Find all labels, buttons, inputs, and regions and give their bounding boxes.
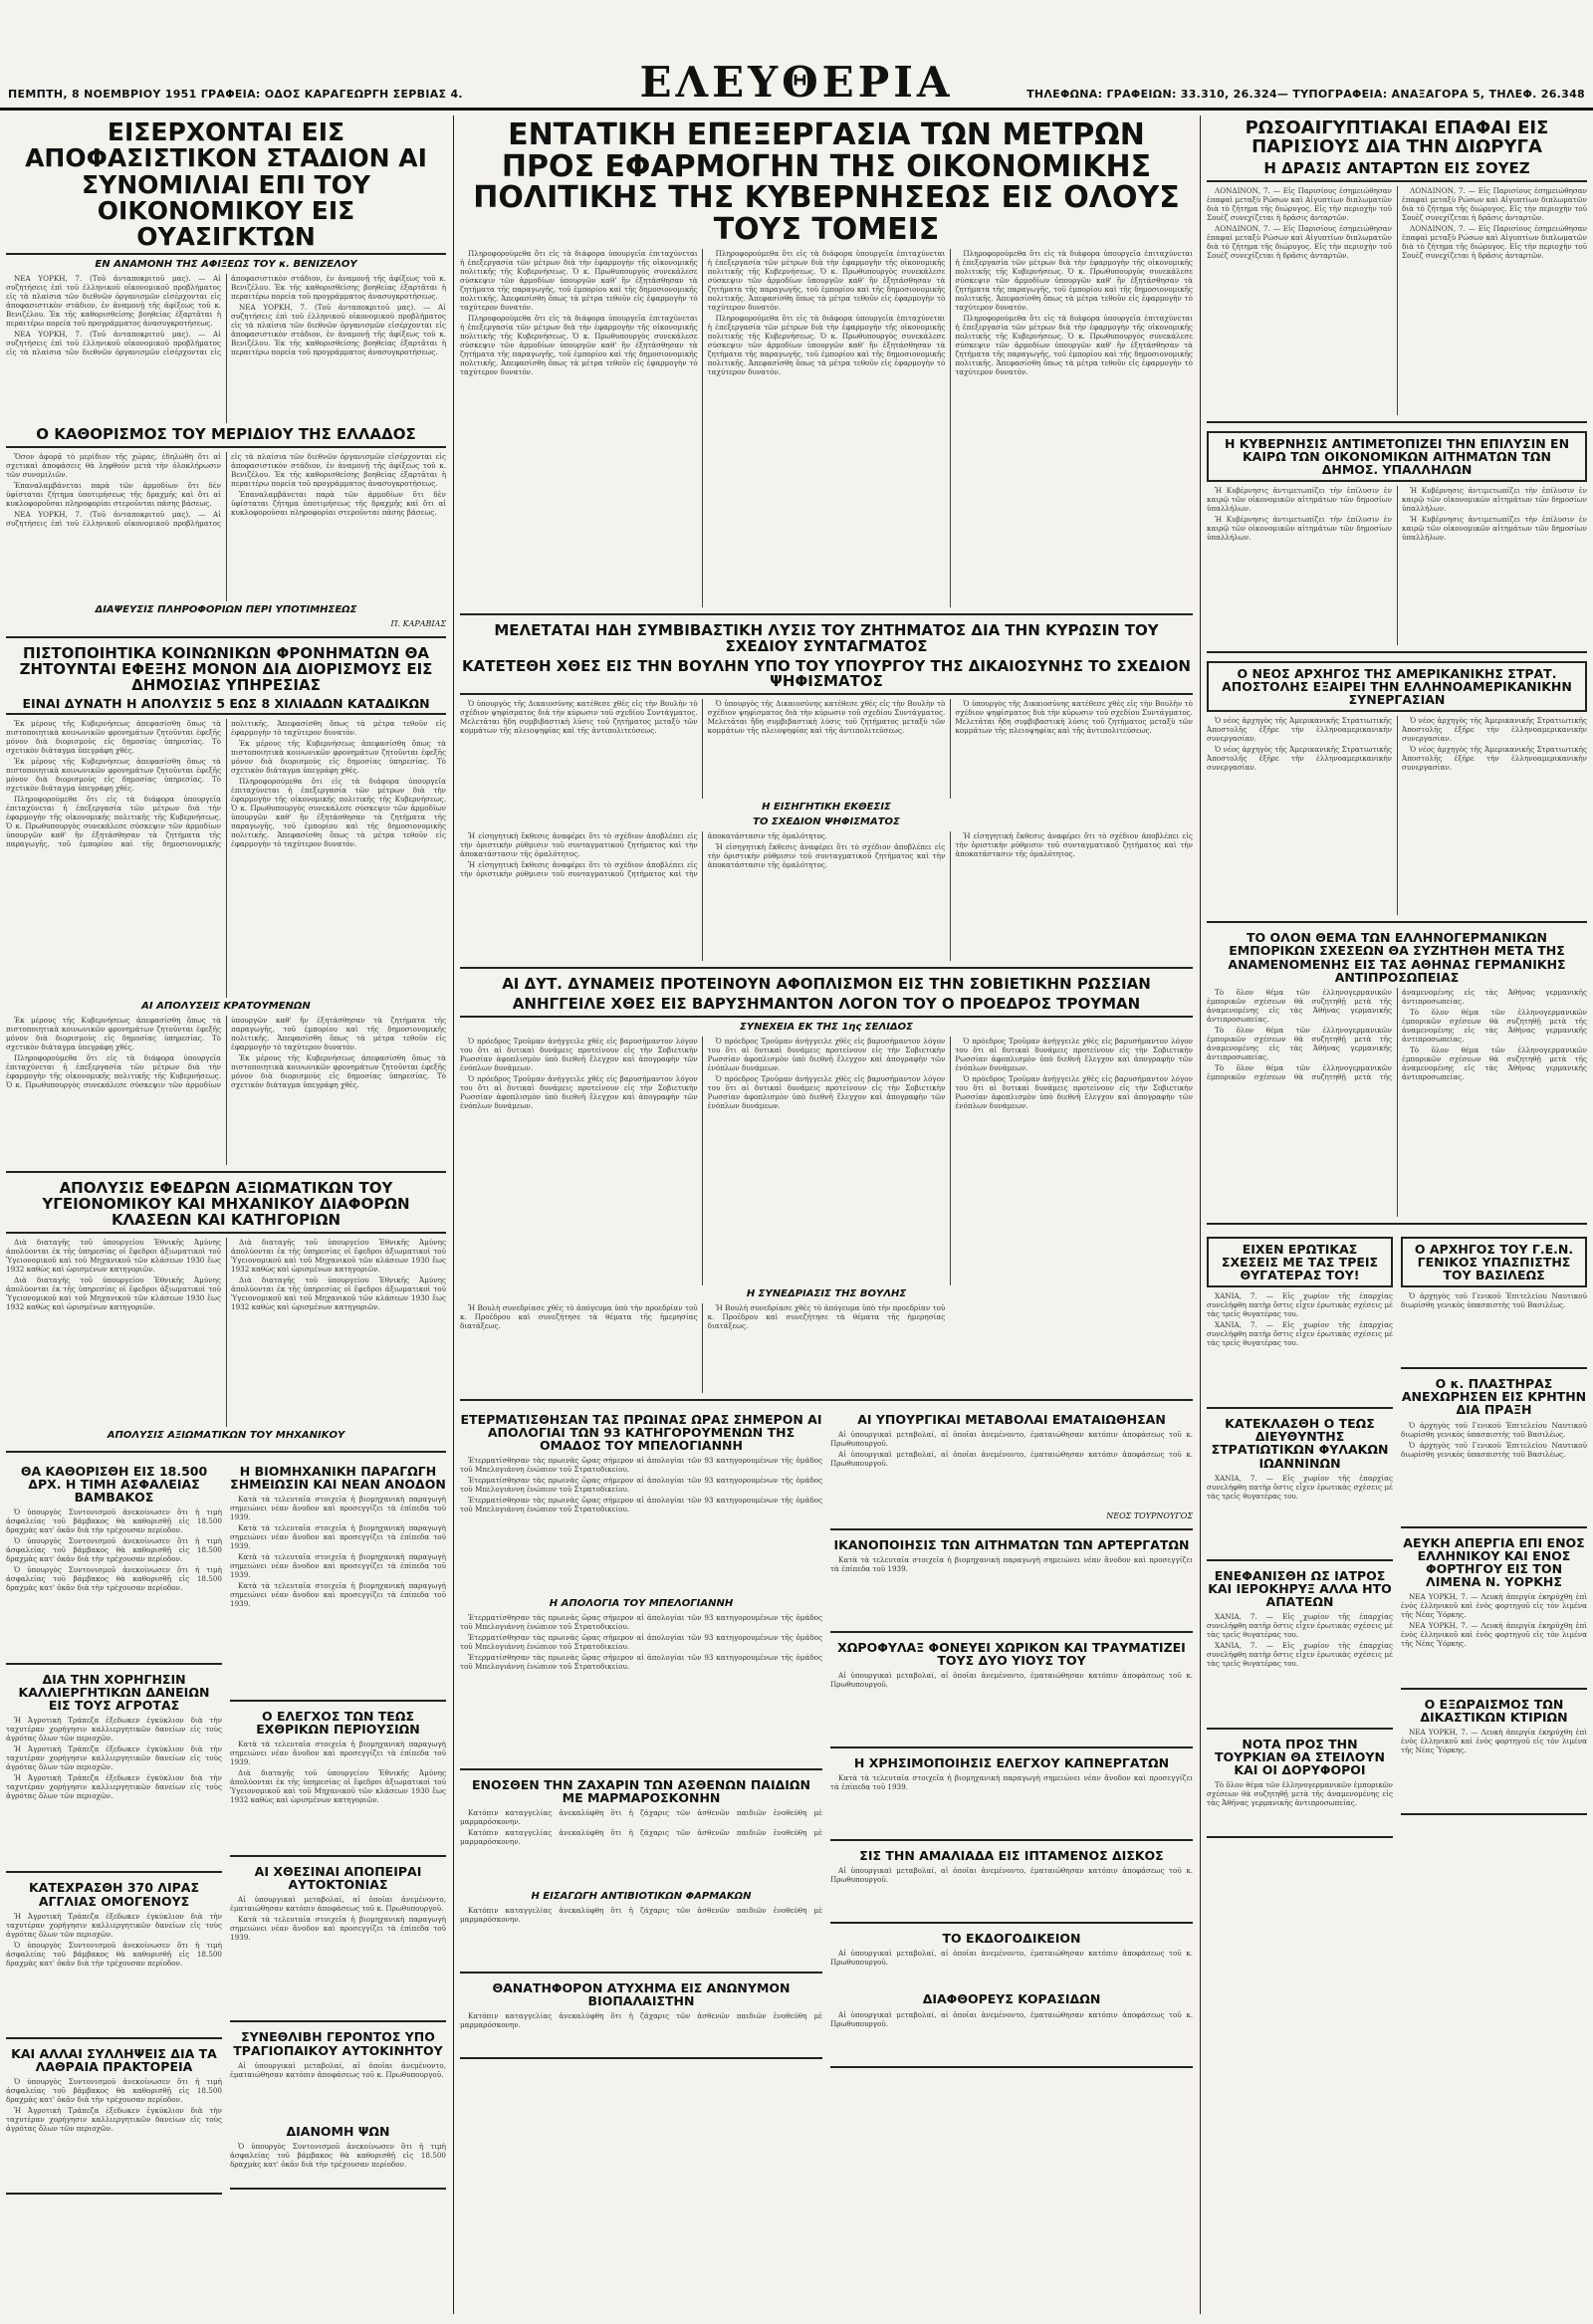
headline: ΑΙ ΔΥΤ. ΔΥΝΑΜΕΙΣ ΠΡΟΤΕΙΝΟΥΝ ΑΦΟΠΛΙΣΜΟΝ ΕΙΣ ΤΗΝ ΣΟΒΙΕΤΙΚΗΝ ΡΩΣΣΙΑΝ (502, 975, 1151, 993)
article-ministers (830, 1413, 1193, 1530)
headline: ΘΑΝΑΤΗΦΟΡΟΝ ΑΤΥΧΗΜΑ ΕΙΣ ΑΝΩΝΥΜΟΝ ΒΙΟΠΑΛΑΙΣΤΗΝ (492, 1980, 791, 2009)
article-car (230, 2030, 446, 2189)
article-suicide (230, 1865, 446, 2022)
article-body: ΧΑΝΙΑ, 7. — Εἰς χωρίον τῆς ἐπαρχίας συνελήφθη πατὴρ ὅστις εἶχεν ἐρωτικὰς σχέσεις μὲ τὰς τρεῖς θυγατέρας του. ΧΑΝΙΑ, 7. — Εἰς χωρίον τῆς ἐπαρχίας συνελήφθη πατὴρ ὅστις εἶχεν ἐρωτικὰς σχέσεις μὲ τὰς τρεῖς θυγατέρας του. (1207, 1612, 1393, 1669)
right-lower-left (1207, 1233, 1393, 1847)
article-reserves (6, 1181, 446, 1452)
headline: ΣΙΣ ΤΗΝ ΑΜΑΛΙΑΔΑ ΕΙΣ ΙΠΤΑΜΕΝΟΣ ΔΙΣΚΟΣ (859, 1848, 1164, 1864)
subheadline: Η ΣΥΝΕΔΡΙΑΣΙΣ ΤΗΣ ΒΟΥΛΗΣ (746, 1287, 907, 1299)
article-industry (230, 1465, 446, 1702)
article-body: Αἱ ὑπουργικαὶ μεταβολαί, αἱ ὁποῖαι ἀνεμένοντο, ἐματαιώθησαν κατόπιν ἀποφάσεως τοῦ κ. Πρωθυπουργοῦ. Κατὰ τὰ τελευταῖα στοιχεῖα ἡ βιομηχανικὴ παραγωγὴ σημειώνει νέαν ἄνοδον καὶ προσεγγίζει τὰ ἐπίπεδα τοῦ 1939. (230, 1895, 446, 1943)
headline: ΕΝΟΣΘΕΝ ΤΗΝ ΖΑΧΑΡΙΝ ΤΩΝ ΑΣΘΕΝΩΝ ΠΑΙΔΙΩΝ ΜΕ ΜΑΡΜΑΡΟΣΚΟΝΗΝ (471, 1776, 811, 1805)
headline: ΘΑ ΚΑΘΟΡΙΣΘΗ ΕΙΣ 18.500 ΔΡΧ. Η ΤΙΜΗ ΑΣΦΑΛΕΙΑΣ ΒΑΜΒΑΚΟΣ (20, 1463, 208, 1505)
headline: Η ΚΥΒΕΡΝΗΣΙΣ ΑΝΤΙΜΕΤΟΠΙΖΕΙ ΤΗΝ ΕΠΙΛΥΣΙΝ ΕΝ ΚΑΙΡΩ ΤΩΝ ΟΙΚΟΝΟΜΙΚΩΝ ΑΙΤΗΜΑΤΩΝ ΤΩΝ ΔΗΜΟΣ. ΥΠΑΛΛΗΛΩΝ (1207, 431, 1587, 482)
right-subcolumn (230, 1461, 446, 2203)
right-lower-right (1401, 1233, 1587, 1847)
center-lower-right (830, 1409, 1193, 2076)
newspaper-title: ΕΛΕΥΘΕΡΙΑ (639, 58, 954, 107)
headline: Ο ΝΕΟΣ ΑΡΧΗΓΟΣ ΤΗΣ ΑΜΕΡΙΚΑΝΙΚΗΣ ΣΤΡΑΤ. ΑΠΟΣΤΟΛΗΣ ΕΞΑΙΡΕΙ ΤΗΝ ΕΛΛΗΝΟΑΜΕΡΙΚΑΝΙΚΗΝ ΣΥΝΕΡΓΑΣΙΑΝ (1207, 661, 1587, 712)
article-body: Αἱ ὑπουργικαὶ μεταβολαί, αἱ ὁποῖαι ἀνεμένοντο, ἐματαιώθησαν κατόπιν ἀποφάσεως τοῦ κ. Πρωθυπουργοῦ. (230, 2060, 446, 2079)
article-trial (460, 1413, 822, 1770)
article-body: Ὁ ὑπουργὸς Συντονισμοῦ ἀνεκοίνωσεν ὅτι ἡ τιμὴ ἀσφαλείας τοῦ βάμβακος θὰ καθορισθῇ εἰς 18.500 δραχμὰς κατ' ὀκᾶν διὰ τὴν τρέχουσαν περίοδον. (230, 2141, 446, 2169)
article-sugar (460, 1778, 822, 1974)
headline: ΑΕΥΚΗ ΑΠΕΡΓΙΑ ΕΠΙ ΕΝΟΣ ΕΛΛΗΝΙΚΟΥ ΚΑΙ ΕΝΟΣ ΦΟΡΤΗΓΟΥ ΕΙΣ ΤΟΝ ΛΙΜΕΝΑ Ν. ΥΟΡΚΗΣ (1403, 1534, 1585, 1589)
article-foreign-property (230, 1710, 446, 1857)
article-body: Ἡ Ἀγροτικὴ Τράπεζα ἐξεδωκεν ἐγκύκλιον διὰ τὴν ταχυτέραν χορήγησιν καλλιεργητικῶν δανείων εἰς τοὺς ἀγρότας ὅλων τῶν περιοχῶν. Ἡ Ἀγροτικὴ Τράπεζα ἐξεδωκεν ἐγκύκλιον διὰ τὴν ταχυτέραν χορήγησιν καλλιεργητικῶν δανείων εἰς τοὺς ἀγρότας ὅλων τῶν περιοχῶν. Ἡ Ἀγροτικὴ Τράπεζα ἐξεδωκεν ἐγκύκλιον διὰ τὴν ταχυτέραν χορήγησιν καλλιεργητικῶν δανείων εἰς τοὺς ἀγρότας ὅλων τῶν περιοχῶν. (6, 1716, 222, 1801)
byline: Π. ΚΑΡΑΒΙΑΣ (390, 619, 446, 628)
headline: ΡΩΣΟΑΙΓΥΠΤΙΑΚΑΙ ΕΠΑΦΑΙ ΕΙΣ ΠΑΡΙΣΙΟΥΣ ΔΙΑ ΤΗΝ ΔΙΩΡΥΓΑ (1245, 117, 1549, 157)
article-constitution (460, 623, 1193, 969)
headline: ΚΑΙ ΑΛΛΑΙ ΣΥΛΛΗΨΕΙΣ ΔΙΑ ΤΑ ΛΑΘΡΑΙΑ ΠΡΑΚΤΟΡΕΙΑ (11, 2045, 217, 2074)
headline: Ο ΑΡΧΗΓΟΣ ΤΟΥ Γ.Ε.Ν. ΓΕΝΙΚΟΣ ΥΠΑΣΠΙΣΤΗΣ ΤΟΥ ΒΑΣΙΛΕΩΣ (1401, 1237, 1587, 1287)
subheadline: Η ΔΡΑΣΙΣ ΑΝΤΑΡΤΩΝ ΕΙΣ ΣΟΥΕΖ (1207, 161, 1587, 182)
article-bakers (830, 1538, 1193, 1633)
article-body: Ὁ ὑπουργὸς Συντονισμοῦ ἀνεκοίνωσεν ὅτι ἡ τιμὴ ἀσφαλείας τοῦ βάμβακος θὰ καθορισθῇ εἰς 18.500 δραχμὰς κατ' ὀκᾶν διὰ τὴν τρέχουσαν περίοδον. Ἡ Ἀγροτικὴ Τράπεζα ἐξεδωκεν ἐγκύκλιον διὰ τὴν ταχυτέραν χορήγησιν καλλιεργητικῶν δανείων εἰς τοὺς ἀγρότας ὅλων τῶν περιοχῶν. (6, 2076, 222, 2133)
article-body: Αἱ ὑπουργικαὶ μεταβολαί, αἱ ὁποῖαι ἀνεμένοντο, ἐματαιώθησαν κατόπιν ἀποφάσεως τοῦ κ. Πρωθυπουργοῦ. Αἱ ὑπουργικαὶ μεταβολαί, αἱ ὁποῖαι ἀνεμένοντο, ἐματαιώθησαν κατόπιν ἀποφάσεως τοῦ κ. Πρωθυπουργοῦ. (830, 1429, 1193, 1468)
article-body: Αἱ ὑπουργικαὶ μεταβολαί, αἱ ὁποῖαι ἀνεμένοντο, ἐματαιώθησαν κατόπιν ἀποφάσεως τοῦ κ. Πρωθυπουργοῦ. (830, 1949, 1193, 1968)
article-body: Ἡ Βουλὴ συνεδρίασε χθὲς τὸ ἀπόγευμα ὑπὸ τὴν προεδρίαν τοῦ κ. Προέδρου καὶ συνεζήτησε τὰ θέματα τῆς ἡμερησίας διατάξεως. Ἡ Βουλὴ συνεδρίασε χθὲς τὸ ἀπόγευμα ὑπὸ τὴν προεδρίαν τοῦ κ. Προέδρου καὶ συνεζήτησε τὰ θέματα τῆς ἡμερησίας διατάξεως. (460, 1302, 946, 1330)
article-crete (1207, 1237, 1393, 1409)
headline: ΕΙΣΕΡΧΟΝΤΑΙ ΕΙΣ ΑΠΟΦΑΣΙΣΤΙΚΟΝ ΣΤΑΔΙΟΝ ΑΙ ΣΥΝΟΜΙΛΙΑΙ ΕΠΙ ΤΟΥ ΟΙΚΟΝΟΜΙΚΟΥ ΕΙΣ ΟΥΑΣΙΓΚΤΩΝ (6, 119, 446, 255)
article-body: ΝΕΑ ΥΟΡΚΗ, 7. — Λευκὴ ἀπεργία ἐκηρύχθη ἐπὶ ἑνὸς ἑλληνικοῦ καὶ ἑνὸς φορτηγοῦ εἰς τὸν λιμένα τῆς Νέας Ὑόρκης. ΝΕΑ ΥΟΡΚΗ, 7. — Λευκὴ ἀπεργία ἐκηρύχθη ἐπὶ ἑνὸς ἑλληνικοῦ καὶ ἑνὸς φορτηγοῦ εἰς τὸν λιμένα τῆς Νέας Ὑόρκης. (1401, 1592, 1587, 1649)
article-certificates (6, 646, 446, 1173)
article-body: ΝΕΑ ΥΟΡΚΗ, 7. — Λευκὴ ἀπεργία ἐκηρύχθη ἐπὶ ἑνὸς ἑλληνικοῦ καὶ ἑνὸς φορτηγοῦ εἰς τὸν λιμένα τῆς Νέας Ὑόρκης. (1401, 1728, 1587, 1755)
headline: ΤΟ ΕΚΔΟΓΟΔΙΚΕΙΟΝ (942, 1931, 1081, 1947)
article-body: Ὁ νέος ἀρχηγὸς τῆς Ἀμερικανικῆς Στρατιωτικῆς Ἀποστολῆς ἐξῆρε τὴν ἑλληνοαμερικανικὴν συνεργασίαν. Ὁ νέος ἀρχηγὸς τῆς Ἀμερικανικῆς Στρατιωτικῆς Ἀποστολῆς ἐξῆρε τὴν ἑλληνοαμερικανικὴν συνεργασίαν. Ὁ νέος ἀρχηγὸς τῆς Ἀμερικανικῆς Στρατιωτικῆς Ἀποστολῆς ἐξῆρε τὴν ἑλληνοαμερικανικὴν συνεργασίαν. Ὁ νέος ἀρχηγὸς τῆς Ἀμερικανικῆς Στρατιωτικῆς Ἀποστολῆς ἐξῆρε τὴν ἑλληνοαμερικανικὴν συνεργασίαν. (1207, 716, 1587, 773)
subheadline: ΑΝΗΓΓΕΙΛΕ ΧΘΕΣ ΕΙΣ ΒΑΡΥΣΗΜΑΝΤΟΝ ΛΟΓΟΝ ΤΟΥ Ο ΠΡΟΕΔΡΟΣ ΤΡΟΥΜΑΝ (460, 997, 1193, 1018)
article-body: Ὅσον ἀφορᾷ τὸ μερίδιον τῆς χώρας, ἐδηλώθη ὅτι αἱ σχετικαὶ ἀποφάσεις θὰ ληφθοῦν μετὰ τὴν ὁλοκλήρωσιν τῶν συνομιλιῶν. Ἐπαναλαμβάνεται παρὰ τῶν ἁρμοδίων ὅτι δὲν ὑφίσταται ζήτημα ὑποτιμήσεως τῆς δραχμῆς καὶ ὅτι αἱ κυκλοφοροῦσαι πληροφορίαι στεροῦνται πάσης βάσεως. ΝΕΑ ΥΟΡΚΗ, 7. (Τοῦ ἀνταποκριτοῦ μας). — Αἱ συζητήσεις ἐπὶ τοῦ ἑλληνικοῦ οἰκονομικοῦ προβλήματος εἰς τὰ πλαίσια τῶν διεθνῶν ὀργανισμῶν εἰσέρχονται εἰς ἀποφασιστικὸν στάδιον, ἐν ἀναμονῇ τῆς ἀφίξεως τοῦ κ. Βενιζέλου. Ἐκ τῆς καθορισθείσης βοηθείας ἐξαρτᾶται ἡ περαιτέρω πορεία τοῦ προγράμματος ἀνασυγκροτήσεως. Ἐπαναλαμβάνεται παρὰ τῶν ἁρμοδίων ὅτι δὲν ὑφίσταται ζήτημα ὑποτιμήσεως τῆς δραχμῆς καὶ ὅτι αἱ κυκλοφοροῦσαι πληροφορίαι στεροῦνται πάσης βάσεως. (6, 452, 446, 528)
article-lead (460, 119, 1193, 615)
subheadline: ΚΑΤΕΤΕΘΗ ΧΘΕΣ ΕΙΣ ΤΗΝ ΒΟΥΛΗΝ ΥΠΟ ΤΟΥ ΥΠΟΥΡΓΟΥ ΤΗΣ ΔΙΚΑΙΟΣΥΝΗΣ ΤΟ ΣΧΕΔΙΟΝ ΨΗΦΙΣΜΑΤΟΣ (460, 659, 1193, 696)
headline: Ο κ. ΠΛΑΣΤΗΡΑΣ ΑΝΕΧΩΡΗΣΕΝ ΕΙΣ ΚΡΗΤΗΝ ΔΙΑ ΠΡΑΞΗ (1401, 1376, 1587, 1418)
article-body: Ὁ ἀρχηγὸς τοῦ Γενικοῦ Ἐπιτελείου Ναυτικοῦ διωρίσθη γενικὸς ὑπασπιστὴς τοῦ Βασιλέως. (1401, 1291, 1587, 1310)
headline: Η ΒΙΟΜΗΧΑΝΙΚΗ ΠΑΡΑΓΩΓΗ ΣΗΜΕΙΩΣΙΝ ΚΑΙ ΝΕΑΝ ΑΝΟΔΟΝ (230, 1463, 446, 1492)
article-body: Ὁ ὑπουργὸς Συντονισμοῦ ἀνεκοίνωσεν ὅτι ἡ τιμὴ ἀσφαλείας τοῦ βάμβακος θὰ καθορισθῇ εἰς 18.500 δραχμὰς κατ' ὀκᾶν διὰ τὴν τρέχουσαν περίοδον. Ὁ ὑπουργὸς Συντονισμοῦ ἀνεκοίνωσεν ὅτι ἡ τιμὴ ἀσφαλείας τοῦ βάμβακος θὰ καθορισθῇ εἰς 18.500 δραχμὰς κατ' ὀκᾶν διὰ τὴν τρέχουσαν περίοδον. Ὁ ὑπουργὸς Συντονισμοῦ ἀνεκοίνωσεν ὅτι ἡ τιμὴ ἀσφαλείας τοῦ βάμβακος θὰ καθορισθῇ εἰς 18.500 δραχμὰς κατ' ὀκᾶν διὰ τὴν τρέχουσαν περίοδον. (6, 1508, 222, 1592)
center-lower-left (460, 1409, 822, 2076)
right-column (1207, 116, 1587, 2314)
subheadline: ΕΙΝΑΙ ΔΥΝΑΤΗ Η ΑΠΟΛΥΣΙΣ 5 ΕΩΣ 8 ΧΙΛΙΑΔΩΝ ΚΑΤΑΔΙΚΩΝ (6, 697, 446, 715)
headline: ΕΙΧΕΝ ΕΡΩΤΙΚΑΣ ΣΧΕΣΕΙΣ ΜΕ ΤΑΣ ΤΡΕΙΣ ΘΥΓΑΤΕΡΑΣ ΤΟΥ! (1207, 1237, 1393, 1287)
date-address: ΠΕΜΠΤΗ, 8 ΝΟΕΜΒΡΙΟΥ 1951 ΓΡΑΦΕΙΑ: ΟΔΟΣ ΚΑΡΑΓΕΩΡΓΗ ΣΕΡΒΙΑΣ 4. (8, 88, 463, 101)
column-rule (453, 116, 454, 2314)
article-washington (6, 119, 446, 638)
article-body: Ἡ εἰσηγητικὴ ἔκθεσις ἀναφέρει ὅτι τὸ σχέδιον ἀποβλέπει εἰς τὴν ὁριστικὴν ρύθμισιν τοῦ συνταγματικοῦ ζητήματος καὶ τὴν ἀποκατάστασιν τῆς ὁμαλότητος. Ἡ εἰσηγητικὴ ἔκθεσις ἀναφέρει ὅτι τὸ σχέδιον ἀποβλέπει εἰς τὴν ὁριστικὴν ρύθμισιν τοῦ συνταγματικοῦ ζητήματος καὶ τὴν ἀποκατάστασιν τῆς ὁμαλότητος. Ἡ εἰσηγητικὴ ἔκθεσις ἀναφέρει ὅτι τὸ σχέδιον ἀποβλέπει εἰς τὴν ὁριστικὴν ρύθμισιν τοῦ συνταγματικοῦ ζητήματος καὶ τὴν ἀποκατάστασιν τῆς ὁμαλότητος. Ἡ εἰσηγητικὴ ἔκθεσις ἀναφέρει ὅτι τὸ σχέδιον ἀποβλέπει εἰς τὴν ὁριστικὴν ρύθμισιν τοῦ συνταγματικοῦ ζητήματος καὶ τὴν ἀποκατάστασιν τῆς ὁμαλότητος. (460, 831, 1193, 878)
subheadline: ΕΝ ΑΝΑΜΟΝΗ ΤΗΣ ΑΦΙΞΕΩΣ ΤΟΥ κ. ΒΕΝΙΖΕΛΟΥ (95, 259, 357, 271)
article-body: Αἱ ὑπουργικαὶ μεταβολαί, αἱ ὁποῖαι ἀνεμένοντο, ἐματαιώθησαν κατόπιν ἀποφάσεως τοῦ κ. Πρωθυπουργοῦ. (830, 1866, 1193, 1885)
article-disc (830, 1849, 1193, 1924)
article-body: Ὁ ὑπουργὸς τῆς Δικαιοσύνης κατέθεσε χθὲς εἰς τὴν Βουλὴν τὸ σχέδιον ψηφίσματος διὰ τὴν κύρωσιν τοῦ σχεδίου Συντάγματος. Μελετᾶται ἤδη συμβιβαστικὴ λύσις τοῦ ζητήματος μεταξὺ τῶν κομμάτων τῆς πλειοψηφίας καὶ τῆς ἀντιπολιτεύσεως. Ὁ ὑπουργὸς τῆς Δικαιοσύνης κατέθεσε χθὲς εἰς τὴν Βουλὴν τὸ σχέδιον ψηφίσματος διὰ τὴν κύρωσιν τοῦ σχεδίου Συντάγματος. Μελετᾶται ἤδη συμβιβαστικὴ λύσις τοῦ ζητήματος μεταξὺ τῶν κομμάτων τῆς πλειοψηφίας καὶ τῆς ἀντιπολιτεύσεως. Ὁ ὑπουργὸς τῆς Δικαιοσύνης κατέθεσε χθὲς εἰς τὴν Βουλὴν τὸ σχέδιον ψηφίσματος διὰ τὴν κύρωσιν τοῦ σχεδίου Συντάγματος. Μελετᾶται ἤδη συμβιβαστικὴ λύσις τοῦ ζητήματος μεταξὺ τῶν κομμάτων τῆς πλειοψηφίας καὶ τῆς ἀντιπολιτεύσεως. (460, 699, 1193, 735)
column-rule (1200, 116, 1201, 2314)
article-body: Ἡ Ἀγροτικὴ Τράπεζα ἐξεδωκεν ἐγκύκλιον διὰ τὴν ταχυτέραν χορήγησιν καλλιεργητικῶν δανείων εἰς τοὺς ἀγρότας ὅλων τῶν περιοχῶν. Ὁ ὑπουργὸς Συντονισμοῦ ἀνεκοίνωσεν ὅτι ἡ τιμὴ ἀσφαλείας τοῦ βάμβακος θὰ καθορισθῇ εἰς 18.500 δραχμὰς κατ' ὀκᾶν διὰ τὴν τρέχουσαν περίοδον. (6, 1911, 222, 1968)
subheadline: ΔΙΑΨΕΥΣΙΣ ΠΛΗΡΟΦΟΡΙΩΝ ΠΕΡΙ ΥΠΟΤΙΜΗΣΕΩΣ (95, 604, 357, 615)
article-body: Αἱ ὑπουργικαὶ μεταβολαί, αἱ ὁποῖαι ἀνεμένοντο, ἐματαιώθησαν κατόπιν ἀποφάσεως τοῦ κ. Πρωθυπουργοῦ. (830, 2009, 1193, 2028)
article-body: Ἐκ μέρους τῆς Κυβερνήσεως ἀπεφασίσθη ὅπως τὰ πιστοποιητικὰ κοινωνικῶν φρονημάτων ζητοῦνται ἐφεξῆς μόνον διὰ διορισμοὺς εἰς δημοσίας ὑπηρεσίας. Τὸ σχετικὸν διάταγμα ὑπεγράφη χθές. Πληροφορούμεθα ὅτι εἰς τὰ διάφορα ὑπουργεῖα ἐπιταχύνεται ἡ ἐπεξεργασία τῶν μέτρων διὰ τὴν ἐφαρμογὴν τῆς οἰκονομικῆς πολιτικῆς τῆς Κυβερνήσεως. Ὁ κ. Πρωθυπουργὸς συνεκάλεσε σύσκεψιν τῶν ἁρμοδίων ὑπουργῶν καθ' ἣν ἐξητάσθησαν τὰ ζητήματα τῆς παραγωγῆς, τοῦ ἐμπορίου καὶ τῆς δημοσιονομικῆς πολιτικῆς. Ἀπεφασίσθη ὅπως τὰ μέτρα τεθοῦν εἰς ἐφαρμογὴν τὸ ταχύτερον δυνατόν. Ἐκ μέρους τῆς Κυβερνήσεως ἀπεφασίσθη ὅπως τὰ πιστοποιητικὰ κοινωνικῶν φρονημάτων ζητοῦνται ἐφεξῆς μόνον διὰ διορισμοὺς εἰς δημοσίας ὑπηρεσίας. Τὸ σχετικὸν διάταγμα ὑπεγράφη χθές. (6, 1016, 446, 1090)
center-lower (460, 1409, 1193, 2076)
article-body: Τὸ ὅλον θέμα τῶν ἑλληνογερμανικῶν ἐμπορικῶν σχέσεων θὰ συζητηθῇ μετὰ τῆς ἀναμενομένης εἰς τὰς Ἀθήνας γερμανικῆς ἀντιπροσωπείας. (1207, 1780, 1393, 1808)
article-body: Κατόπιν καταγγελίας ἀνεκαλύφθη ὅτι ἡ ζάχαρις τῶν ἀσθενῶν παιδιῶν ἐνοθεύθη μὲ μαρμαρόσκονην. (460, 1906, 822, 1925)
headline: ΑΙ ΧΘΕΣΙΝΑΙ ΑΠΟΠΕΙΡΑΙ ΑΥΤΟΚΤΟΝΙΑΣ (254, 1864, 422, 1893)
article-body: Πληροφορούμεθα ὅτι εἰς τὰ διάφορα ὑπουργεῖα ἐπιταχύνεται ἡ ἐπεξεργασία τῶν μέτρων διὰ τὴν ἐφαρμογὴν τῆς οἰκονομικῆς πολιτικῆς τῆς Κυβερνήσεως. Ὁ κ. Πρωθυπουργὸς συνεκάλεσε σύσκεψιν τῶν ἁρμοδίων ὑπουργῶν καθ' ἣν ἐξητάσθησαν τὰ ζητήματα τῆς παραγωγῆς, τοῦ ἐμπορίου καὶ τῆς δημοσιονομικῆς πολιτικῆς. Ἀπεφασίσθη ὅπως τὰ μέτρα τεθοῦν εἰς ἐφαρμογὴν τὸ ταχύτερον δυνατόν. Πληροφορούμεθα ὅτι εἰς τὰ διάφορα ὑπουργεῖα ἐπιταχύνεται ἡ ἐπεξεργασία τῶν μέτρων διὰ τὴν ἐφαρμογὴν τῆς οἰκονομικῆς πολιτικῆς τῆς Κυβερνήσεως. Ὁ κ. Πρωθυπουργὸς συνεκάλεσε σύσκεψιν τῶν ἁρμοδίων ὑπουργῶν καθ' ἣν ἐξητάσθησαν τὰ ζητήματα τῆς παραγωγῆς, τοῦ ἐμπορίου καὶ τῆς δημοσιονομικῆς πολιτικῆς. Ἀπεφασίσθη ὅπως τὰ μέτρα τεθοῦν εἰς ἐφαρμογὴν τὸ ταχύτερον δυνατόν. Πληροφορούμεθα ὅτι εἰς τὰ διάφορα ὑπουργεῖα ἐπιταχύνεται ἡ ἐπεξεργασία τῶν μέτρων διὰ τὴν ἐφαρμογὴν τῆς οἰκονομικῆς πολιτικῆς τῆς Κυβερνήσεως. Ὁ κ. Πρωθυπουργὸς συνεκάλεσε σύσκεψιν τῶν ἁρμοδίων ὑπουργῶν καθ' ἣν ἐξητάσθησαν τὰ ζητήματα τῆς παραγωγῆς, τοῦ ἐμπορίου καὶ τῆς δημοσιονομικῆς πολιτικῆς. Ἀπεφασίσθη ὅπως τὰ μέτρα τεθοῦν εἰς ἐφαρμογὴν τὸ ταχύτερον δυνατόν. Πληροφορούμεθα ὅτι εἰς τὰ διάφορα ὑπουργεῖα ἐπιταχύνεται ἡ ἐπεξεργασία τῶν μέτρων διὰ τὴν ἐφαρμογὴν τῆς οἰκονομικῆς πολιτικῆς τῆς Κυβερνήσεως. Ὁ κ. Πρωθυπουργὸς συνεκάλεσε σύσκεψιν τῶν ἁρμοδίων ὑπουργῶν καθ' ἣν ἐξητάσθησαν τὰ ζητήματα τῆς παραγωγῆς, τοῦ ἐμπορίου καὶ τῆς δημοσιονομικῆς πολιτικῆς. Ἀπεφασίσθη ὅπως τὰ μέτρα τεθοῦν εἰς ἐφαρμογὴν τὸ ταχύτερον δυνατόν. Πληροφορούμεθα ὅτι εἰς τὰ διάφορα ὑπουργεῖα ἐπιταχύνεται ἡ ἐπεξεργασία τῶν μέτρων διὰ τὴν ἐφαρμογὴν τῆς οἰκονομικῆς πολιτικῆς τῆς Κυβερνήσεως. Ὁ κ. Πρωθυπουργὸς συνεκάλεσε σύσκεψιν τῶν ἁρμοδίων ὑπουργῶν καθ' ἣν ἐξητάσθησαν τὰ ζητήματα τῆς παραγωγῆς, τοῦ ἐμπορίου καὶ τῆς δημοσιονομικῆς πολιτικῆς. Ἀπεφασίσθη ὅπως τὰ μέτρα τεθοῦν εἰς ἐφαρμογὴν τὸ ταχύτερον δυνατόν. Πληροφορούμεθα ὅτι εἰς τὰ διάφορα ὑπουργεῖα ἐπιταχύνεται ἡ ἐπεξεργασία τῶν μέτρων διὰ τὴν ἐφαρμογὴν τῆς οἰκονομικῆς πολιτικῆς τῆς Κυβερνήσεως. Ὁ κ. Πρωθυπουργὸς συνεκάλεσε σύσκεψιν τῶν ἁρμοδίων ὑπουργῶν καθ' ἣν ἐξητάσθησαν τὰ ζητήματα τῆς παραγωγῆς, τοῦ ἐμπορίου καὶ τῆς δημοσιονομικῆς πολιτικῆς. Ἀπεφασίσθη ὅπως τὰ μέτρα τεθοῦν εἰς ἐφαρμογὴν τὸ ταχύτερον δυνατόν. (460, 249, 1193, 376)
article-ioannina (1207, 1417, 1393, 1561)
headline: ΠΙΣΤΟΠΟΙΗΤΙΚΑ ΚΟΙΝΩΝΙΚΩΝ ΦΡΟΝΗΜΑΤΩΝ ΘΑ ΖΗΤΟΥΝΤΑΙ ΕΦΕΞΗΣ ΜΟΝΟΝ ΔΙΑ ΔΙΟΡΙΣΜΟΥΣ ΕΙΣ ΔΗΜΟΣΙΑΣ ΥΠΗΡΕΣΙΑΣ (19, 644, 433, 694)
article-body: ΧΑΝΙΑ, 7. — Εἰς χωρίον τῆς ἐπαρχίας συνελήφθη πατὴρ ὅστις εἶχεν ἐρωτικὰς σχέσεις μὲ τὰς τρεῖς θυγατέρας του. (1207, 1473, 1393, 1501)
article-usa (1207, 661, 1587, 923)
continued-label: ΣΥΝΕΧΕΙΑ ΕΚ ΤΗΣ 1ης ΣΕΛΙΔΟΣ (740, 1021, 913, 1033)
article-plastiras (1401, 1377, 1587, 1527)
article-doctor (1207, 1569, 1393, 1730)
headline: ΣΥΝΕΘΛΙΒΗ ΓΕΡΟΝΤΟΣ ΥΠΟ ΤΡΑΓΙΟΠΑΙΚΟΥ ΑΥΤΟΚΙΝΗΤΟΥ (233, 2029, 443, 2058)
headline: ΑΙ ΥΠΟΥΡΓΙΚΑΙ ΜΕΤΑΒΟΛΑΙ ΕΜΑΤΑΙΩΘΗΣΑΝ (857, 1411, 1166, 1427)
headline: ΔΙΑΦΘΟΡΕΥΣ ΚΟΡΑΣΙΔΩΝ (922, 1991, 1101, 2007)
article-body: ΝΕΑ ΥΟΡΚΗ, 7. (Τοῦ ἀνταποκριτοῦ μας). — Αἱ συζητήσεις ἐπὶ τοῦ ἑλληνικοῦ οἰκονομικοῦ προβλήματος εἰς τὰ πλαίσια τῶν διεθνῶν ὀργανισμῶν εἰσέρχονται εἰς ἀποφασιστικὸν στάδιον, ἐν ἀναμονῇ τῆς ἀφίξεως τοῦ κ. Βενιζέλου. Ἐκ τῆς καθορισθείσης βοηθείας ἐξαρτᾶται ἡ περαιτέρω πορεία τοῦ προγράμματος ἀνασυγκροτήσεως. ΝΕΑ ΥΟΡΚΗ, 7. (Τοῦ ἀνταποκριτοῦ μας). — Αἱ συζητήσεις ἐπὶ τοῦ ἑλληνικοῦ οἰκονομικοῦ προβλήματος εἰς τὰ πλαίσια τῶν διεθνῶν ὀργανισμῶν εἰσέρχονται εἰς ἀποφασιστικὸν στάδιον, ἐν ἀναμονῇ τῆς ἀφίξεως τοῦ κ. Βενιζέλου. Ἐκ τῆς καθορισθείσης βοηθείας ἐξαρτᾶται ἡ περαιτέρω πορεία τοῦ προγράμματος ἀνασυγκροτήσεως. ΝΕΑ ΥΟΡΚΗ, 7. (Τοῦ ἀνταποκριτοῦ μας). — Αἱ συζητήσεις ἐπὶ τοῦ ἑλληνικοῦ οἰκονομικοῦ προβλήματος εἰς τὰ πλαίσια τῶν διεθνῶν ὀργανισμῶν εἰσέρχονται εἰς ἀποφασιστικὸν στάδιον, ἐν ἀναμονῇ τῆς ἀφίξεως τοῦ κ. Βενιζέλου. Ἐκ τῆς καθορισθείσης βοηθείας ἐξαρτᾶται ἡ περαιτέρω πορεία τοῦ προγράμματος ἀνασυγκροτήσεως. (6, 274, 446, 357)
subheadline: ΑΙ ΑΠΟΛΥΣΕΙΣ ΚΡΑΤΟΥΜΕΝΩΝ (141, 1001, 311, 1013)
subheadline: Η ΑΠΟΛΟΓΙΑ ΤΟΥ ΜΠΕΛΟΓΙΑΝΝΗ (549, 1597, 734, 1609)
subheadline: ΤΟ ΣΧΕΔΙΟΝ ΨΗΦΙΣΜΑΤΟΣ (753, 816, 900, 827)
headline: ΤΟ ΟΛΟΝ ΘΕΜΑ ΤΩΝ ΕΛΛΗΝΟΓΕΡΜΑΝΙΚΩΝ ΕΜΠΟΡΙΚΩΝ ΣΧΕΣΕΩΝ ΘΑ ΣΥΖΗΤΗΘΗ ΜΕΤΑ ΤΗΣ ΑΝΑΜΕΝΟΜΕΝΗΣ ΕΙΣ ΤΑΣ ΑΘΗΝΑΣ ΓΕΡΜΑΝΙΚΗΣ ΑΝΤΙΠΡΟΣΩΠΕΙΑΣ (1228, 930, 1566, 985)
article-body: ΧΑΝΙΑ, 7. — Εἰς χωρίον τῆς ἐπαρχίας συνελήφθη πατὴρ ὅστις εἶχεν ἐρωτικὰς σχέσεις μὲ τὰς τρεῖς θυγατέρας του. ΧΑΝΙΑ, 7. — Εἰς χωρίον τῆς ἐπαρχίας συνελήφθη πατὴρ ὅστις εἶχεν ἐρωτικὰς σχέσεις μὲ τὰς τρεῖς θυγατέρας του. (1207, 1291, 1393, 1348)
article-body: Κατὰ τὰ τελευταῖα στοιχεῖα ἡ βιομηχανικὴ παραγωγὴ σημειώνει νέαν ἄνοδον καὶ προσεγγίζει τὰ ἐπίπεδα τοῦ 1939. Κατὰ τὰ τελευταῖα στοιχεῖα ἡ βιομηχανικὴ παραγωγὴ σημειώνει νέαν ἄνοδον καὶ προσεγγίζει τὰ ἐπίπεδα τοῦ 1939. Κατὰ τὰ τελευταῖα στοιχεῖα ἡ βιομηχανικὴ παραγωγὴ σημειώνει νέαν ἄνοδον καὶ προσεγγίζει τὰ ἐπίπεδα τοῦ 1939. Κατὰ τὰ τελευταῖα στοιχεῖα ἡ βιομηχανικὴ παραγωγὴ σημειώνει νέαν ἄνοδον καὶ προσεγγίζει τὰ ἐπίπεδα τοῦ 1939. (230, 1494, 446, 1608)
headline: ΚΑΤΕΧΡΑΣΘΗ 370 ΛΙΡΑΣ ΑΓΓΛΙΑΣ ΟΜΟΓΕΝΟΥΣ (28, 1880, 200, 1909)
article-court (830, 1932, 1193, 2067)
article-body: Ἐκ μέρους τῆς Κυβερνήσεως ἀπεφασίσθη ὅπως τὰ πιστοποιητικὰ κοινωνικῶν φρονημάτων ζητοῦνται ἐφεξῆς μόνον διὰ διορισμοὺς εἰς δημοσίας ὑπηρεσίας. Τὸ σχετικὸν διάταγμα ὑπεγράφη χθές. Ἐκ μέρους τῆς Κυβερνήσεως ἀπεφασίσθη ὅπως τὰ πιστοποιητικὰ κοινωνικῶν φρονημάτων ζητοῦνται ἐφεξῆς μόνον διὰ διορισμοὺς εἰς δημοσίας ὑπηρεσίας. Τὸ σχετικὸν διάταγμα ὑπεγράφη χθές. Πληροφορούμεθα ὅτι εἰς τὰ διάφορα ὑπουργεῖα ἐπιταχύνεται ἡ ἐπεξεργασία τῶν μέτρων διὰ τὴν ἐφαρμογὴν τῆς οἰκονομικῆς πολιτικῆς τῆς Κυβερνήσεως. Ὁ κ. Πρωθυπουργὸς συνεκάλεσε σύσκεψιν τῶν ἁρμοδίων ὑπουργῶν καθ' ἣν ἐξητάσθησαν τὰ ζητήματα τῆς παραγωγῆς, τοῦ ἐμπορίου καὶ τῆς δημοσιονομικῆς πολιτικῆς. Ἀπεφασίσθη ὅπως τὰ μέτρα τεθοῦν εἰς ἐφαρμογὴν τὸ ταχύτερον δυνατόν. Ἐκ μέρους τῆς Κυβερνήσεως ἀπεφασίσθη ὅπως τὰ πιστοποιητικὰ κοινωνικῶν φρονημάτων ζητοῦνται ἐφεξῆς μόνον διὰ διορισμοὺς εἰς δημοσίας ὑπηρεσίας. Τὸ σχετικὸν διάταγμα ὑπεγράφη χθές. Πληροφορούμεθα ὅτι εἰς τὰ διάφορα ὑπουργεῖα ἐπιταχύνεται ἡ ἐπεξεργασία τῶν μέτρων διὰ τὴν ἐφαρμογὴν τῆς οἰκονομικῆς πολιτικῆς τῆς Κυβερνήσεως. Ὁ κ. Πρωθυπουργὸς συνεκάλεσε σύσκεψιν τῶν ἁρμοδίων ὑπουργῶν καθ' ἣν ἐξητάσθησαν τὰ ζητήματα τῆς παραγωγῆς, τοῦ ἐμπορίου καὶ τῆς δημοσιονομικῆς πολιτικῆς. Ἀπεφασίσθη ὅπως τὰ μέτρα τεθοῦν εἰς ἐφαρμογὴν τὸ ταχύτερον δυνατόν. (6, 719, 446, 849)
headline: ΚΑΤΕΚΛΑΣΘΗ Ο ΤΕΩΣ ΔΙΕΥΘΥΝΤΗΣ ΣΤΡΑΤΙΩΤΙΚΩΝ ΦΥΛΑΚΩΝ ΙΩΑΝΝΙΝΩΝ (1211, 1416, 1389, 1471)
article-body: Ἐτερματίσθησαν τὰς πρωινὰς ὥρας σήμερον αἱ ἀπολογίαι τῶν 93 κατηγορουμένων τῆς ὁμάδος τοῦ Μπελογιάννη ἐνώπιον τοῦ Στρατοδικείου. Ἐτερματίσθησαν τὰς πρωινὰς ὥρας σήμερον αἱ ἀπολογίαι τῶν 93 κατηγορουμένων τῆς ὁμάδος τοῦ Μπελογιάννη ἐνώπιον τοῦ Στρατοδικείου. Ἐτερματίσθησαν τὰς πρωινὰς ὥρας σήμερον αἱ ἀπολογίαι τῶν 93 κατηγορουμένων τῆς ὁμάδος τοῦ Μπελογιάννη ἐνώπιον τοῦ Στρατοδικείου. (460, 1612, 822, 1671)
subheadline: Η ΕΙΣΑΓΩΓΗ ΑΝΤΙΒΙΟΤΙΚΩΝ ΦΑΡΜΑΚΩΝ (531, 1891, 752, 1903)
article-body: Κατὰ τὰ τελευταῖα στοιχεῖα ἡ βιομηχανικὴ παραγωγὴ σημειώνει νέαν ἄνοδον καὶ προσεγγίζει τὰ ἐπίπεδα τοῦ 1939. Διὰ διαταγῆς τοῦ ὑπουργείου Ἐθνικῆς Ἀμύνης ἀπολύονται ἐκ τῆς ὑπηρεσίας οἱ ἔφεδροι ἀξιωματικοὶ τοῦ Ὑγειονομικοῦ καὶ τοῦ Μηχανικοῦ τῶν κλάσεων 1930 ἕως 1932 καθὼς καὶ ὡρισμένων κατηγοριῶν. (230, 1740, 446, 1805)
headline: ΝΟΤΑ ΠΡΟΣ ΤΗΝ ΤΟΥΡΚΙΑΝ ΘΑ ΣΤΕΙΛΟΥΝ ΚΑΙ ΟΙ ΔΟΡΥΦΟΡΟΙ (1215, 1737, 1385, 1778)
headline: Ο ΚΑΘΟΡΙΣΜΟΣ ΤΟΥ ΜΕΡΙΔΙΟΥ ΤΗΣ ΕΛΛΑΔΟΣ (6, 427, 446, 448)
subheadline: ΑΠΟΛΥΣΙΣ ΑΞΙΩΜΑΤΙΚΩΝ ΤΟΥ ΜΗΧΑΝΙΚΟΥ (107, 1429, 345, 1441)
lower-left-blocks (6, 1461, 446, 2203)
article-trade (1207, 931, 1587, 1225)
lead-headline: ΕΝΤΑΤΙΚΗ ΕΠΕΞΕΡΓΑΣΙΑ ΤΩΝ ΜΕΤΡΩΝ ΠΡΟΣ ΕΦΑΡΜΟΓΗΝ ΤΗΣ ΟΙΚΟΝΟΜΙΚΗΣ ΠΟΛΙΤΙΚΗΣ ΤΗΣ ΚΥΒΕΡΝΗΣΕΩΣ ΕΙΣ ΟΛΟΥΣ ΤΟΥΣ ΤΟΜΕΙΣ (473, 117, 1180, 247)
article-body: Ὁ ἀρχηγὸς τοῦ Γενικοῦ Ἐπιτελείου Ναυτικοῦ διωρίσθη γενικὸς ὑπασπιστὴς τοῦ Βασιλέως. Ὁ ἀρχηγὸς τοῦ Γενικοῦ Ἐπιτελείου Ναυτικοῦ διωρίσθη γενικὸς ὑπασπιστὴς τοῦ Βασιλέως. (1401, 1420, 1587, 1459)
article-body: Τὸ ὅλον θέμα τῶν ἑλληνογερμανικῶν ἐμπορικῶν σχέσεων θὰ συζητηθῇ μετὰ τῆς ἀναμενομένης εἰς τὰς Ἀθήνας γερμανικῆς ἀντιπροσωπείας. Τὸ ὅλον θέμα τῶν ἑλληνογερμανικῶν ἐμπορικῶν σχέσεων θὰ συζητηθῇ μετὰ τῆς ἀναμενομένης εἰς τὰς Ἀθήνας γερμανικῆς ἀντιπροσωπείας. Τὸ ὅλον θέμα τῶν ἑλληνογερμανικῶν ἐμπορικῶν σχέσεων θὰ συζητηθῇ μετὰ τῆς ἀναμενομένης εἰς τὰς Ἀθήνας γερμανικῆς ἀντιπροσωπείας. Τὸ ὅλον θέμα τῶν ἑλληνογερμανικῶν ἐμπορικῶν σχέσεων θὰ συζητηθῇ μετὰ τῆς ἀναμενομένης εἰς τὰς Ἀθήνας γερμανικῆς ἀντιπροσωπείας. Τὸ ὅλον θέμα τῶν ἑλληνογερμανικῶν ἐμπορικῶν σχέσεων θὰ συζητηθῇ μετὰ τῆς ἀναμενομένης εἰς τὰς Ἀθήνας γερμανικῆς ἀντιπροσωπείας. (1207, 987, 1587, 1081)
headline: ΧΩΡΟΦΥΛΑΞ ΦΟΝΕΥΕΙ ΧΩΡΙΚΟΝ ΚΑΙ ΤΡΑΥΜΑΤΙΖΕΙ ΤΟΥΣ ΔΥΟ ΥΙΟΥΣ ΤΟΥ (837, 1639, 1186, 1668)
article-govt (1207, 431, 1587, 653)
article-body: Ἐτερματίσθησαν τὰς πρωινὰς ὥρας σήμερον αἱ ἀπολογίαι τῶν 93 κατηγορουμένων τῆς ὁμάδος τοῦ Μπελογιάννη ἐνώπιον τοῦ Στρατοδικείου. Ἐτερματίσθησαν τὰς πρωινὰς ὥρας σήμερον αἱ ἀπολογίαι τῶν 93 κατηγορουμένων τῆς ὁμάδος τοῦ Μπελογιάννη ἐνώπιον τοῦ Στρατοδικείου. Ἐτερματίσθησαν τὰς πρωινὰς ὥρας σήμερον αἱ ἀπολογίαι τῶν 93 κατηγορουμένων τῆς ὁμάδος τοῦ Μπελογιάννη ἐνώπιον τοῦ Στρατοδικείου. (460, 1455, 822, 1513)
headline: ΔΙΑ ΤΗΝ ΧΟΡΗΓΗΣΙΝ ΚΑΛΛΙΕΡΓΗΤΙΚΩΝ ΔΑΝΕΙΩΝ ΕΙΣ ΤΟΥΣ ΑΓΡΟΤΑΣ (18, 1672, 210, 1714)
article-cotton (6, 1465, 222, 1665)
article-courthouse (1401, 1698, 1587, 1815)
subheadline: Η ΕΙΣΗΓΗΤΙΚΗ ΕΚΘΕΣΙΣ (762, 802, 891, 813)
article-strike (1401, 1536, 1587, 1691)
article-body: ΛΟΝΔΙΝΟΝ, 7. — Εἰς Παρισίους ἐσημειώθησαν ἐπαφαὶ μεταξὺ Ρώσων καὶ Αἰγυπτίων διπλωματῶν διὰ τὸ ζήτημα τῆς διώρυγος. Εἰς τὴν περιοχὴν τοῦ Σουὲζ συνεχίζεται ἡ δρᾶσις ἀνταρτῶν. ΛΟΝΔΙΝΟΝ, 7. — Εἰς Παρισίους ἐσημειώθησαν ἐπαφαὶ μεταξὺ Ρώσων καὶ Αἰγυπτίων διπλωματῶν διὰ τὸ ζήτημα τῆς διώρυγος. Εἰς τὴν περιοχὴν τοῦ Σουὲζ συνεχίζεται ἡ δρᾶσις ἀνταρτῶν. ΛΟΝΔΙΝΟΝ, 7. — Εἰς Παρισίους ἐσημειώθησαν ἐπαφαὶ μεταξὺ Ρώσων καὶ Αἰγυπτίων διπλωματῶν διὰ τὸ ζήτημα τῆς διώρυγος. Εἰς τὴν περιοχὴν τοῦ Σουὲζ συνεχίζεται ἡ δρᾶσις ἀνταρτῶν. ΛΟΝΔΙΝΟΝ, 7. — Εἰς Παρισίους ἐσημειώθησαν ἐπαφαὶ μεταξὺ Ρώσων καὶ Αἰγυπτίων διπλωματῶν διὰ τὸ ζήτημα τῆς διώρυγος. Εἰς τὴν περιοχὴν τοῦ Σουὲζ συνεχίζεται ἡ δρᾶσις ἀνταρτῶν. (1207, 185, 1587, 260)
center-column (460, 116, 1193, 2314)
headline: ΙΚΑΝΟΠΟΙΗΣΙΣ ΤΩΝ ΑΙΤΗΜΑΤΩΝ ΤΩΝ ΑΡΤΕΡΓΑΤΩΝ (833, 1536, 1190, 1552)
headline: ΔΙΑΝΟΜΗ ΨΩΝ (286, 2123, 390, 2139)
left-subcolumn (6, 1461, 222, 2203)
article-body: Ὁ πρόεδρος Τροῦμαν ἀνήγγειλε χθὲς εἰς βαρυσήμαντον λόγον του ὅτι αἱ δυτικαὶ δυνάμεις προτείνουν εἰς τὴν Σοβιετικὴν Ρωσσίαν ἀφοπλισμὸν ὑπὸ διεθνῆ ἔλεγχον καὶ ἀπογραφὴν τῶν ἐνόπλων δυνάμεων. Ὁ πρόεδρος Τροῦμαν ἀνήγγειλε χθὲς εἰς βαρυσήμαντον λόγον του ὅτι αἱ δυτικαὶ δυνάμεις προτείνουν εἰς τὴν Σοβιετικὴν Ρωσσίαν ἀφοπλισμὸν ὑπὸ διεθνῆ ἔλεγχον καὶ ἀπογραφὴν τῶν ἐνόπλων δυνάμεων. Ὁ πρόεδρος Τροῦμαν ἀνήγγειλε χθὲς εἰς βαρυσήμαντον λόγον του ὅτι αἱ δυτικαὶ δυνάμεις προτείνουν εἰς τὴν Σοβιετικὴν Ρωσσίαν ἀφοπλισμὸν ὑπὸ διεθνῆ ἔλεγχον καὶ ἀπογραφὴν τῶν ἐνόπλων δυνάμεων. Ὁ πρόεδρος Τροῦμαν ἀνήγγειλε χθὲς εἰς βαρυσήμαντον λόγον του ὅτι αἱ δυτικαὶ δυνάμεις προτείνουν εἰς τὴν Σοβιετικὴν Ρωσσίαν ἀφοπλισμὸν ὑπὸ διεθνῆ ἔλεγχον καὶ ἀπογραφὴν τῶν ἐνόπλων δυνάμεων. Ὁ πρόεδρος Τροῦμαν ἀνήγγειλε χθὲς εἰς βαρυσήμαντον λόγον του ὅτι αἱ δυτικαὶ δυνάμεις προτείνουν εἰς τὴν Σοβιετικὴν Ρωσσίαν ἀφοπλισμὸν ὑπὸ διεθνῆ ἔλεγχον καὶ ἀπογραφὴν τῶν ἐνόπλων δυνάμεων. Ὁ πρόεδρος Τροῦμαν ἀνήγγειλε χθὲς εἰς βαρυσήμαντον λόγον του ὅτι αἱ δυτικαὶ δυνάμεις προτείνουν εἰς τὴν Σοβιετικὴν Ρωσσίαν ἀφοπλισμὸν ὑπὸ διεθνῆ ἔλεγχον καὶ ἀπογραφὴν τῶν ἐνόπλων δυνάμεων. (460, 1036, 1193, 1110)
headline: ΕΤΕΡΜΑΤΙΣΘΗΣΑΝ ΤΑΣ ΠΡΩΙΝΑΣ ΩΡΑΣ ΣΗΜΕΡΟΝ ΑΙ ΑΠΟΛΟΓΙΑΙ ΤΩΝ 93 ΚΑΤΗΓΟΡΟΥΜΕΝΩΝ ΤΗΣ ΟΜΑΔΟΣ ΤΟΥ ΜΠΕΛΟΓΙΑΝΝΗ (460, 1411, 822, 1453)
article-body: Αἱ ὑπουργικαὶ μεταβολαί, αἱ ὁποῖαι ἀνεμένοντο, ἐματαιώθησαν κατόπιν ἀποφάσεως τοῦ κ. Πρωθυπουργοῦ. (830, 1671, 1193, 1689)
article-body: Κατὰ τὰ τελευταῖα στοιχεῖα ἡ βιομηχανικὴ παραγωγὴ σημειώνει νέαν ἄνοδον καὶ προσεγγίζει τὰ ἐπίπεδα τοῦ 1939. (830, 1773, 1193, 1792)
headline: ΕΝΕΦΑΝΙΣΘΗ ΩΣ ΙΑΤΡΟΣ ΚΑΙ ΙΕΡΟΚΗΡΥΞ ΑΛΛΑ ΗΤΟ ΑΠΑΤΕΩΝ (1208, 1567, 1392, 1609)
article-body: Διὰ διαταγῆς τοῦ ὑπουργείου Ἐθνικῆς Ἀμύνης ἀπολύονται ἐκ τῆς ὑπηρεσίας οἱ ἔφεδροι ἀξιωματικοὶ τοῦ Ὑγειονομικοῦ καὶ τοῦ Μηχανικοῦ τῶν κλάσεων 1930 ἕως 1932 καθὼς καὶ ὡρισμένων κατηγοριῶν. Διὰ διαταγῆς τοῦ ὑπουργείου Ἐθνικῆς Ἀμύνης ἀπολύονται ἐκ τῆς ὑπηρεσίας οἱ ἔφεδροι ἀξιωματικοὶ τοῦ Ὑγειονομικοῦ καὶ τοῦ Μηχανικοῦ τῶν κλάσεων 1930 ἕως 1932 καθὼς καὶ ὡρισμένων κατηγοριῶν. Διὰ διαταγῆς τοῦ ὑπουργείου Ἐθνικῆς Ἀμύνης ἀπολύονται ἐκ τῆς ὑπηρεσίας οἱ ἔφεδροι ἀξιωματικοὶ τοῦ Ὑγειονομικοῦ καὶ τοῦ Μηχανικοῦ τῶν κλάσεων 1930 ἕως 1932 καθὼς καὶ ὡρισμένων κατηγοριῶν. Διὰ διαταγῆς τοῦ ὑπουργείου Ἐθνικῆς Ἀμύνης ἀπολύονται ἐκ τῆς ὑπηρεσίας οἱ ἔφεδροι ἀξιωματικοὶ τοῦ Ὑγειονομικοῦ καὶ τοῦ Μηχανικοῦ τῶν κλάσεων 1930 ἕως 1932 καθὼς καὶ ὡρισμένων κατηγοριῶν. (6, 1237, 446, 1311)
byline: ΝΕΟΣ ΤΟΥΡΝΟΥΓΟΣ (1106, 1511, 1193, 1520)
article-body: Ἡ Κυβέρνησις ἀντιμετωπίζει τὴν ἐπίλυσιν ἐν καιρῷ τῶν οἰκονομικῶν αἰτημάτων τῶν δημοσίων ὑπαλλήλων. Ἡ Κυβέρνησις ἀντιμετωπίζει τὴν ἐπίλυσιν ἐν καιρῷ τῶν οἰκονομικῶν αἰτημάτων τῶν δημοσίων ὑπαλλήλων. Ἡ Κυβέρνησις ἀντιμετωπίζει τὴν ἐπίλυσιν ἐν καιρῷ τῶν οἰκονομικῶν αἰτημάτων τῶν δημοσίων ὑπαλλήλων. Ἡ Κυβέρνησις ἀντιμετωπίζει τὴν ἐπίλυσιν ἐν καιρῷ τῶν οἰκονομικῶν αἰτημάτων τῶν δημοσίων ὑπαλλήλων. (1207, 485, 1587, 542)
article-turkey (1207, 1738, 1393, 1838)
article-accident (460, 1981, 822, 2059)
headline: Ο ΕΞΩΡΑΙΣΜΟΣ ΤΩΝ ΔΙΚΑΣΤΙΚΩΝ ΚΤΙΡΙΩΝ (1420, 1697, 1568, 1726)
article-gendarme (830, 1641, 1193, 1748)
phone-numbers: ΤΗΛΕΦΩΝΑ: ΓΡΑΦΕΙΩΝ: 33.310, 26.324— ΤΥΠΟΓΡΑΦΕΙΑ: ΑΝΑΞΑΓΟΡΑ 5, ΤΗΛΕΦ. 26.348 (1026, 88, 1585, 101)
left-column (6, 116, 446, 2314)
article-body: Κατόπιν καταγγελίας ἀνεκαλύφθη ὅτι ἡ ζάχαρις τῶν ἀσθενῶν παιδιῶν ἐνοθεύθη μὲ μαρμαρόσκονην. (460, 2011, 822, 2030)
article-soviet (460, 977, 1193, 1401)
masthead (0, 0, 1593, 111)
article-pounds (6, 1881, 222, 2038)
right-lower (1207, 1233, 1587, 1847)
article-general (1401, 1237, 1587, 1369)
headline: Η ΧΡΗΣΙΜΟΠΟΙΗΣΙΣ ΕΛΕΓΧΟΥ ΚΑΠΝΕΡΓΑΤΩΝ (853, 1755, 1170, 1770)
headline: Ο ΕΛΕΓΧΟΣ ΤΩΝ ΤΕΩΣ ΕΧΘΡΙΚΩΝ ΠΕΡΙΟΥΣΙΩΝ (256, 1708, 420, 1737)
headline: ΑΠΟΛΥΣΙΣ ΕΦΕΔΡΩΝ ΑΞΙΩΜΑΤΙΚΩΝ ΤΟΥ ΥΓΕΙΟΝΟΜΙΚΟΥ ΚΑΙ ΜΗΧΑΝΙΚΟΥ ΔΙΑΦΟΡΩΝ ΚΛΑΣΕΩΝ ΚΑΙ ΚΑΤΗΓΟΡΙΩΝ (6, 1181, 446, 1233)
article-body: Κατὰ τὰ τελευταῖα στοιχεῖα ἡ βιομηχανικὴ παραγωγὴ σημειώνει νέαν ἄνοδον καὶ προσεγγίζει τὰ ἐπίπεδα τοῦ 1939. (830, 1554, 1193, 1573)
article-body: Κατόπιν καταγγελίας ἀνεκαλύφθη ὅτι ἡ ζάχαρις τῶν ἀσθενῶν παιδιῶν ἐνοθεύθη μὲ μαρμαρόσκονην. Κατόπιν καταγγελίας ἀνεκαλύφθη ὅτι ἡ ζάχαρις τῶν ἀσθενῶν παιδιῶν ἐνοθεύθη μὲ μαρμαρόσκονην. (460, 1808, 822, 1847)
article-tobacco (830, 1756, 1193, 1841)
article-loans (6, 1673, 222, 1873)
headline: ΜΕΛΕΤΑΤΑΙ ΗΔΗ ΣΥΜΒΙΒΑΣΤΙΚΗ ΛΥΣΙΣ ΤΟΥ ΖΗΤΗΜΑΤΟΣ ΔΙΑ ΤΗΝ ΚΥΡΩΣΙΝ ΤΟΥ ΣΧΕΔΙΟΥ ΣΥΝΤΑΓΜΑΤΟΣ (494, 621, 1159, 655)
article-arrests (6, 2047, 222, 2195)
article-egypt (1207, 119, 1587, 423)
